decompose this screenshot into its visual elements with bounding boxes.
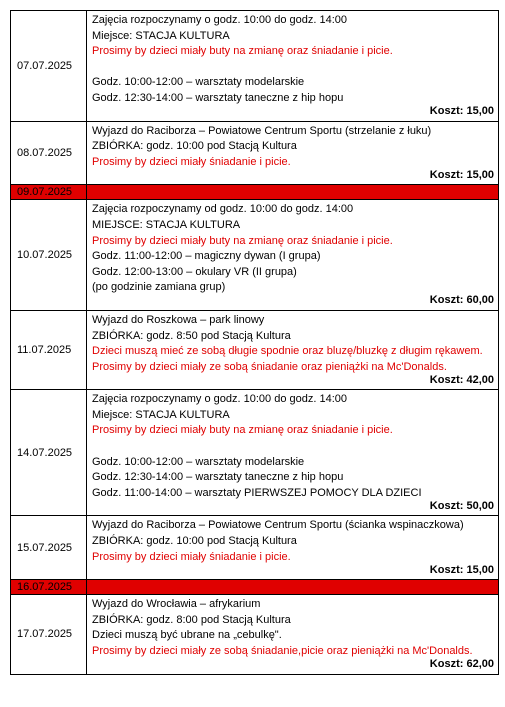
cost-label: Koszt: 60,00 xyxy=(429,294,494,307)
activity-line: Wyjazd do Raciborza – Powiatowe Centrum Sportu (strzelanie z łuku) xyxy=(92,124,432,137)
activity-line: Godz. 10:00-12:00 – warsztaty modelarskie xyxy=(92,76,305,89)
date-cell: 11.07.2025 xyxy=(11,311,87,389)
date-cell: 17.07.2025 xyxy=(11,595,87,673)
activity-cell xyxy=(87,122,499,185)
activity-line: ZBIÓRKA: godz. 10:00 pod Stacją Kultura xyxy=(92,535,297,548)
activity-line: Miejsce: STACJA KULTURA xyxy=(92,408,230,421)
date-cell: 14.07.2025 xyxy=(11,390,87,515)
highlighted-date-row xyxy=(11,580,499,595)
cost-label: Koszt: 15,00 xyxy=(429,563,494,576)
date-cell: 07.07.2025 xyxy=(11,11,87,121)
activity-cell xyxy=(87,311,499,389)
date-cell: 09.07.2025 xyxy=(11,185,87,199)
activity-line: Godz. 11:00-12:00 – magiczny dywan (I grupa) xyxy=(92,250,321,263)
notice-line: Prosimy by dzieci miały buty na zmianę oraz śniadanie i picie. xyxy=(92,234,393,247)
activity-line: Wyjazd do Roszkowa – park linowy xyxy=(92,313,265,326)
activity-line xyxy=(92,439,494,455)
activity-cell xyxy=(87,390,499,515)
date-cell: 15.07.2025 xyxy=(11,516,87,579)
activity-line: Wyjazd do Raciborza – Powiatowe Centrum Sportu (ścianka wspinaczkowa) xyxy=(92,519,464,532)
activity-cell xyxy=(87,200,499,310)
cost-label: Koszt: 15,00 xyxy=(429,168,494,181)
schedule-row xyxy=(11,11,499,122)
cost-label: Koszt: 50,00 xyxy=(429,499,494,512)
highlight-fill xyxy=(87,580,499,594)
activity-line: Godz. 12:30-14:00 – warsztaty taneczne z hip hopu xyxy=(92,471,344,484)
activity-line: Godz. 11:00-14:00 – warsztaty PIERWSZEJ POMOCY DLA DZIECI xyxy=(92,486,422,499)
activity-line: Godz. 12:00-13:00 – okulary VR (II grupa) xyxy=(92,265,297,278)
schedule-row xyxy=(11,516,499,580)
cost-label: Koszt: 62,00 xyxy=(429,658,494,670)
activity-line: ZBIÓRKA: godz. 10:00 pod Stacją Kultura xyxy=(92,140,297,153)
date-cell: 16.07.2025 xyxy=(11,580,87,594)
highlighted-date-row xyxy=(11,185,499,200)
activity-line: Zajęcia rozpoczynamy o godz. 10:00 do godz. 14:00 xyxy=(92,14,347,26)
activity-line: Zajęcia rozpoczynamy od godz. 10:00 do godz. 14:00 xyxy=(92,203,354,216)
activity-line: Zajęcia rozpoczynamy o godz. 10:00 do godz. 14:00 xyxy=(92,393,347,406)
activity-line: Dzieci muszą być ubrane na „cebulkę". xyxy=(92,629,282,642)
schedule-row xyxy=(11,122,499,186)
notice-line: Prosimy by dzieci miały buty na zmianę oraz śniadanie i picie. xyxy=(92,45,393,58)
cost-label: Koszt: 42,00 xyxy=(429,373,494,386)
activity-line: (po godzinie zamiana grup) xyxy=(92,281,226,294)
activity-line: Godz. 12:30-14:00 – warsztaty taneczne z hip hopu xyxy=(92,91,344,104)
notice-line: Prosimy by dzieci miały ze sobą śniadanie,picie oraz pieniążki na Mc'Donalds. xyxy=(92,645,473,657)
schedule-table xyxy=(10,10,499,675)
notice-line: Prosimy by dzieci miały ze sobą śniadanie oraz pieniążki na Mc'Donalds. xyxy=(92,360,447,373)
notice-line: Dzieci muszą mieć ze sobą długie spodnie oraz bluzę/bluzkę z długim rękawem. xyxy=(92,345,483,358)
highlight-fill xyxy=(87,185,499,199)
schedule-row xyxy=(11,595,499,674)
activity-line xyxy=(92,60,494,76)
notice-line: Prosimy by dzieci miały buty na zmianę oraz śniadanie i picie. xyxy=(92,424,393,437)
activity-cell xyxy=(87,595,499,673)
activity-line: MIEJSCE: STACJA KULTURA xyxy=(92,218,241,231)
activity-line: ZBIÓRKA: godz. 8:50 pod Stacją Kultura xyxy=(92,329,291,342)
date-cell: 08.07.2025 xyxy=(11,122,87,185)
activity-cell xyxy=(87,516,499,579)
activity-line: ZBIÓRKA: godz. 8:00 pod Stacją Kultura xyxy=(92,613,291,626)
cost-label: Koszt: 15,00 xyxy=(429,104,494,117)
activity-line: Godz. 10:00-12:00 – warsztaty modelarskie xyxy=(92,455,305,468)
schedule-row xyxy=(11,200,499,311)
notice-line: Prosimy by dzieci miały śniadanie i picie. xyxy=(92,155,291,168)
activity-cell xyxy=(87,11,499,121)
activity-line: Wyjazd do Wrocławia – afrykarium xyxy=(92,598,261,611)
notice-line: Prosimy by dzieci miały śniadanie i picie. xyxy=(92,550,291,563)
date-cell: 10.07.2025 xyxy=(11,200,87,310)
activity-line: Miejsce: STACJA KULTURA xyxy=(92,29,230,42)
schedule-row xyxy=(11,390,499,516)
schedule-row xyxy=(11,311,499,390)
